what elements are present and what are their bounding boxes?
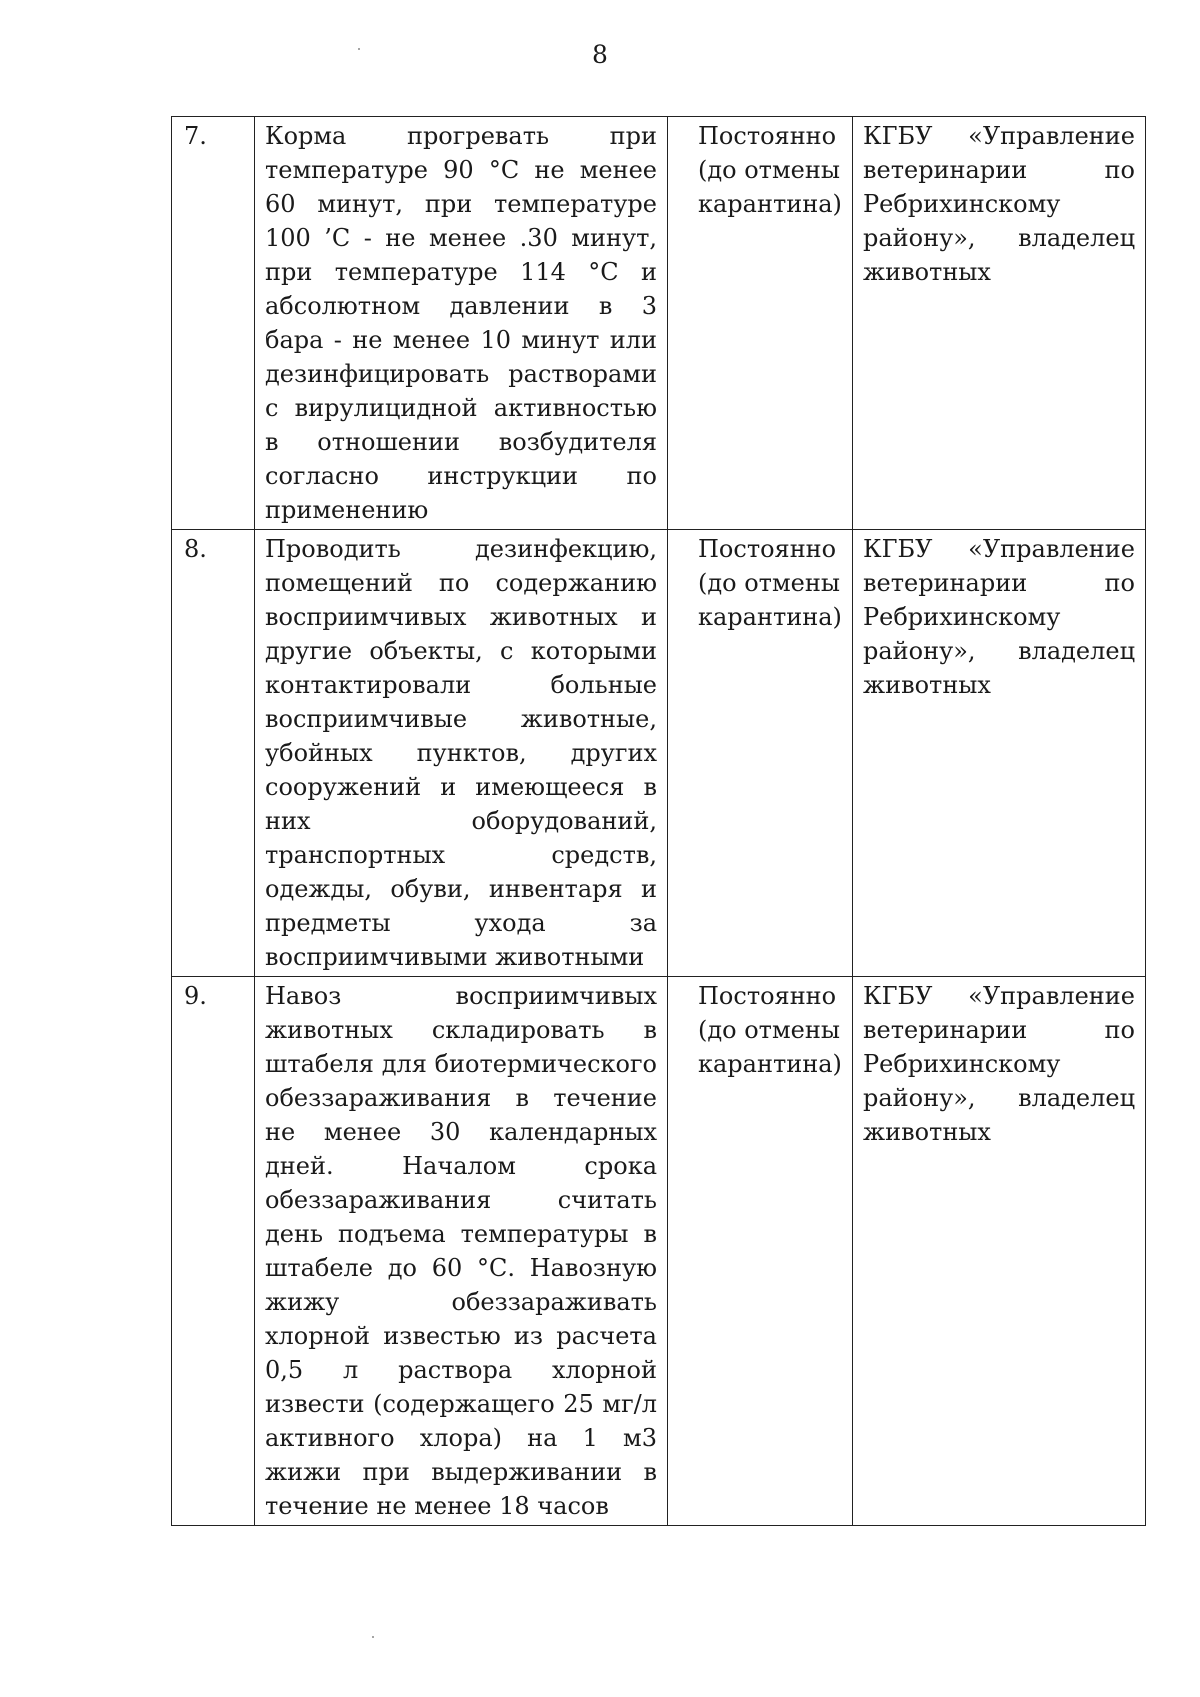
measure-text: Навоз восприимчивых животных складировать в штабеля для биотермического обеззараживания в течение не менее 30 календарных дней. Началом срока обеззараживания считать день подъема температуры в штабеле до 60 °С. Навозную жижу обеззараживать хлорной известью из расчета 0,5 л раствора хлорной извести (содержащего 25 мг/л активного хлора) на 1 м3 жижи при выдерживании в течение не менее 18 часов: [255, 977, 668, 1526]
term-text: Постоянно (до отмены карантина): [668, 117, 853, 530]
scan-speck: [372, 1636, 374, 1638]
responsible-text: КГБУ «Управление ветеринарии по Ребрихинскому району», владелец животных: [853, 530, 1146, 977]
term-text: Постоянно (до отмены карантина): [668, 530, 853, 977]
responsible-text: КГБУ «Управление ветеринарии по Ребрихинскому району», владелец животных: [853, 117, 1146, 530]
table-row: [172, 530, 1146, 977]
scan-speck: [358, 48, 360, 50]
table-row: [172, 117, 1146, 530]
measures-table: [171, 116, 1146, 1526]
responsible-text: КГБУ «Управление ветеринарии по Ребрихинскому району», владелец животных: [853, 977, 1146, 1526]
row-number: 7.: [172, 117, 255, 530]
measure-text: Корма прогревать при температуре 90 °С не менее 60 минут, при температуре 100 ’С - не менее .30 минут, при температуре 114 °С и абсолютном давлении в 3 бара - не менее 10 минут или дезинфицировать растворами с вирулицидной активностью в отношении возбудителя согласно инструкции по применению: [255, 117, 668, 530]
measure-text: Проводить дезинфекцию, помещений по содержанию восприимчивых животных и другие объекты, с которыми контактировали больные восприимчивые животные, убойных пунктов, других сооружений и имеющееся в них оборудований, транспортных средств, одежды, обуви, инвентаря и предметы ухода за восприимчивыми животными: [255, 530, 668, 977]
term-text: Постоянно (до отмены карантина): [668, 977, 853, 1526]
row-number: 9.: [172, 977, 255, 1526]
row-number: 8.: [172, 530, 255, 977]
page-number: 8: [592, 40, 608, 69]
table-row: [172, 977, 1146, 1526]
